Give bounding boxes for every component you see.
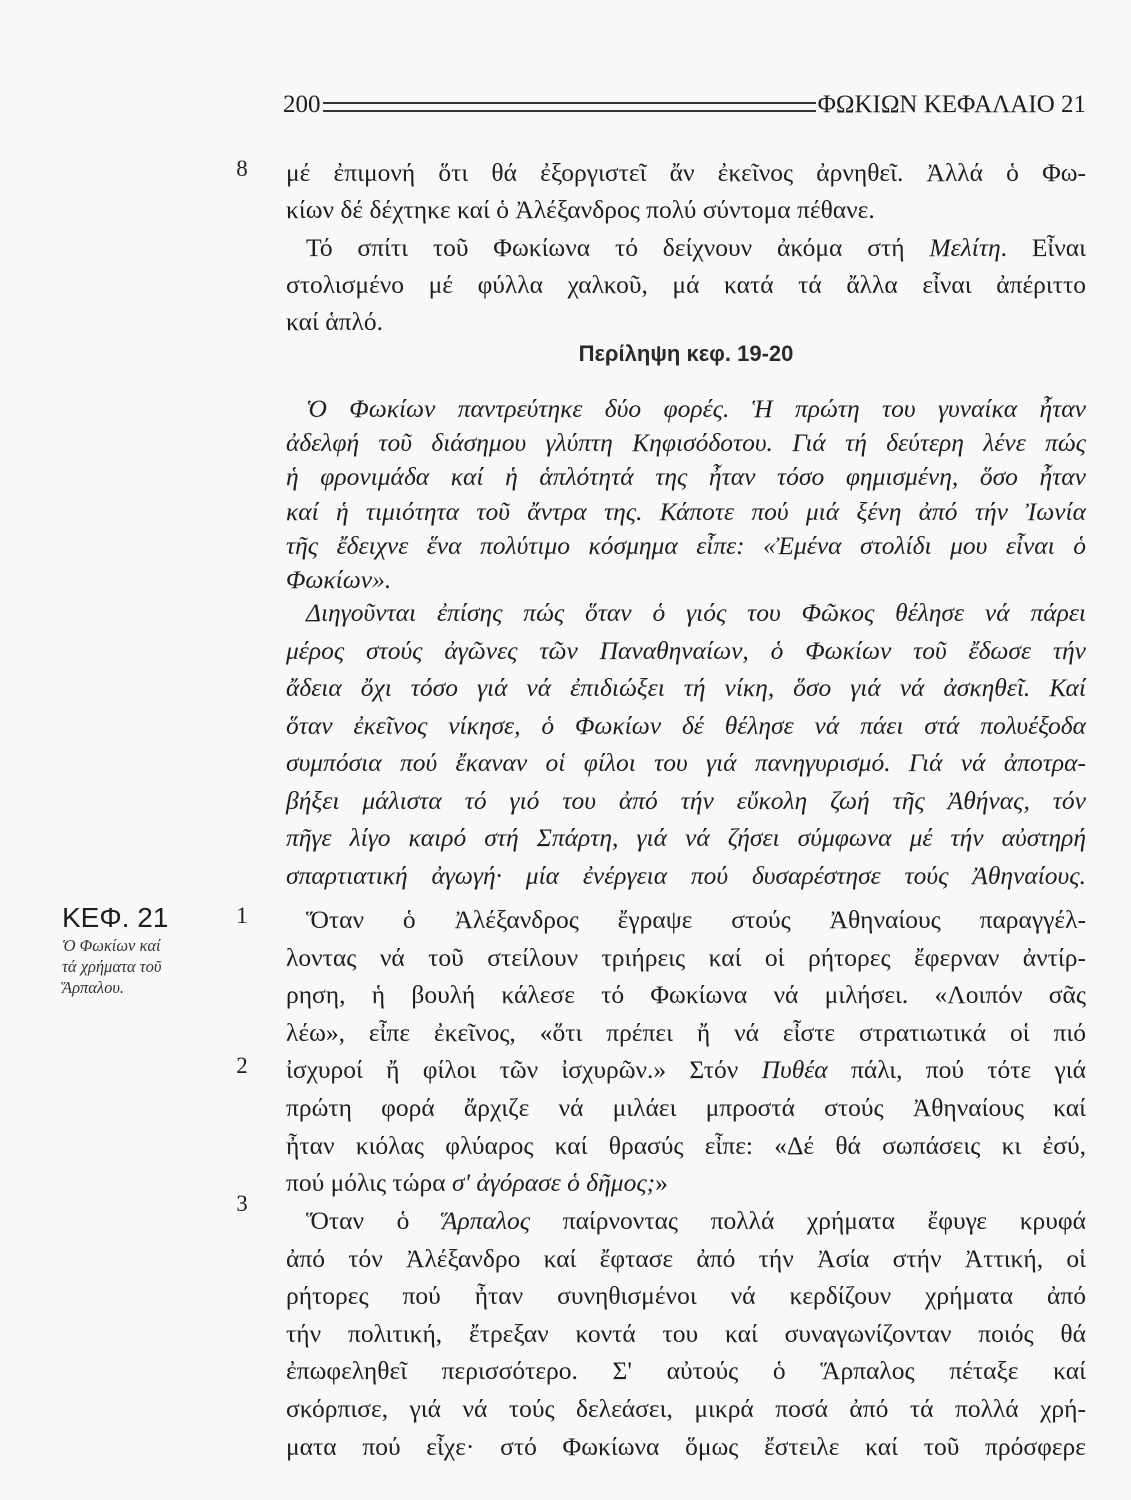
- text-run: Φωκίων».: [286, 564, 392, 594]
- text-run: πού μόλις τώρα: [286, 1168, 452, 1198]
- text-line: [286, 1315, 1086, 1353]
- text-run: ἦταν κιόλας φλύαρος καί θρασύς εἶπε: «Δέ θά σωπάσεις κι ἐσύ,: [286, 1130, 1086, 1160]
- text-run: κίων δέ δέχτηκε καί ὁ Ἀλέξανδρος πολύ σύντομα πέθανε.: [286, 195, 875, 225]
- running-header: [283, 88, 1086, 122]
- text-run: ὅταν ἐκεῖνος νίκησε, ὁ Φωκίων δέ θέλησε νά πάει στά πολυέξοδα: [286, 710, 1086, 740]
- text-line: [286, 1240, 1086, 1278]
- text-line: [286, 154, 1086, 191]
- text-run: τῆς ἔδειχνε ἕνα πολύτιμο κόσμημα εἶπε: «Ἐμένα στολίδι μου εἶναι ὁ: [286, 530, 1086, 560]
- text-run: »: [655, 1168, 668, 1198]
- text-run: Τό σπίτι τοῦ Φωκίωνα τό δείχνουν ἀκόμα στή: [306, 232, 930, 262]
- text-run: Ὁ Φωκίων παντρεύτηκε δύο φορές. Ἡ πρώτη του γυναίκα ἦταν: [306, 394, 1086, 423]
- text-line: [286, 707, 1086, 745]
- text-run: λέω», εἶπε ἐκεῖνος, «ὅτι πρέπει ἤ νά εἶστε στρατιωτικά οἱ πιό: [286, 1017, 1086, 1047]
- text-run: ρηση, ἡ βουλή κάλεσε τό Φωκίωνα νά μιλήσει. «Λοιπόν σᾶς: [286, 980, 1086, 1010]
- text-line: [286, 426, 1086, 460]
- text-run: μέ ἐπιμονή ὅτι θά ἐξοργιστεῖ ἄν ἐκεῖνος ἀρνηθεῖ. Ἀλλά ὁ Φω-: [286, 158, 1086, 187]
- text-line: [286, 529, 1086, 563]
- text-run: ρήτορες πού ἦταν συνηθισμένοι νά κερδίζουν χρήματα ἀπό: [286, 1281, 1086, 1311]
- text-line: [286, 819, 1086, 857]
- summary-paragraph-2: [286, 594, 1086, 894]
- text-line: [286, 1428, 1086, 1466]
- text-run: μέρος στούς ἀγῶνες τῶν Παναθηναίων, ὁ Φωκίων τοῦ ἔδωσε τήν: [286, 635, 1086, 665]
- text-run: ἄδεια ὄχι τόσο γιά νά ἐπιδιώξει τή νίκη, ὅσο γιά νά ἀσκηθεῖ. Καί: [286, 673, 1086, 702]
- text-run: ἐπωφεληθεῖ περισσότερο. Σ' αὐτούς ὁ Ἅρπαλος πέταξε καί: [286, 1356, 1086, 1386]
- text-run: βήξει μάλιστα τό γιό του ἀπό τήν εὔκολη ζωή τῆς Ἀθήνας, τόν: [286, 785, 1086, 815]
- text-run: τήν πολιτική, ἔτρεξαν κοντά του καί συναγωνίζονταν ποιός θά: [286, 1318, 1086, 1348]
- text-run: Ὅταν ὁ Ἀλέξανδρος ἔγραψε στούς Ἀθηναίους παραγγέλ-: [306, 905, 1086, 934]
- page-number: 200: [283, 91, 321, 118]
- line-number: 1: [236, 903, 248, 928]
- text-line: [286, 460, 1086, 494]
- text-line: [286, 1127, 1086, 1165]
- text-line: [286, 392, 1086, 426]
- text-run: πάλι, πού τότε γιά: [827, 1055, 1086, 1085]
- header-double-rule: [323, 102, 816, 112]
- text-line: [286, 1014, 1086, 1052]
- text-line: [286, 266, 1086, 303]
- summary-paragraph-1: [286, 392, 1086, 597]
- text-line: [286, 1164, 1086, 1202]
- text-run: ἀπό τόν Ἀλέξανδρο καί ἔφτασε ἀπό τήν Ἀσία στήν Ἀττική, οἱ: [286, 1243, 1086, 1273]
- chapter-subtitle-line: τά χρήματα τοῦ: [62, 957, 162, 976]
- text-run: ἰσχυροί ἤ φίλοι τῶν ἰσχυρῶν.» Στόν: [286, 1055, 762, 1085]
- text-run: παίρνοντας πολλά χρήματα ἔφυγε κρυφά: [530, 1206, 1086, 1235]
- text-line: [286, 782, 1086, 820]
- line-number: 8: [236, 156, 248, 181]
- chapter-subtitle-line: Ὁ Φωκίων καί: [62, 936, 161, 955]
- chapter-subtitle: [62, 935, 161, 998]
- italic-text-run: σ' ἀγόρασε ὁ δῆμος;: [451, 1168, 656, 1198]
- text-line: [286, 594, 1086, 632]
- text-run: συμπόσια πού ἔκαναν οἱ φίλοι του γιά πανηγυρισμό. Γιά νά ἀποτρα-: [286, 748, 1086, 777]
- line-number: 3: [236, 1191, 248, 1216]
- text-line: [286, 1202, 1086, 1240]
- text-line: [286, 1051, 1086, 1089]
- chapter-21-paragraph-3: [286, 1202, 1086, 1465]
- chapter-subtitle-line: Ἅρπαλου.: [62, 978, 125, 997]
- running-title: ΦΩΚΙΩΝ ΚΕΦΑΛΑΙΟ 21: [817, 91, 1086, 118]
- text-line: [286, 495, 1086, 529]
- text-line: [286, 229, 1086, 266]
- text-line: [286, 1089, 1086, 1127]
- text-run: λοντας νά τοῦ στείλουν τριήρεις καί οἱ ρήτορες ἔφερναν ἀντίρ-: [286, 942, 1086, 972]
- text-line: [286, 744, 1086, 782]
- text-line: [286, 1277, 1086, 1315]
- text-run: καί ἁπλό.: [286, 307, 383, 337]
- text-line: [286, 857, 1086, 895]
- italic-text-run: Πυθέα: [761, 1055, 828, 1085]
- text-line: [286, 632, 1086, 670]
- chapter-21-paragraph-1: [286, 901, 1086, 1202]
- text-run: ματα πού εἶχε· στό Φωκίωνα ὅμως ἔστειλε καί τοῦ πρόσφερε: [286, 1431, 1086, 1461]
- text-line: [286, 1352, 1086, 1390]
- text-run: σκόρπισε, γιά νά τούς δελεάσει, μικρά ποσά ἀπό τά πολλά χρή-: [286, 1393, 1086, 1423]
- text-line: [286, 976, 1086, 1014]
- text-run: ἀδελφή τοῦ διάσημου γλύπτη Κηφισόδοτου. Γιά τή δεύτερη λένε πώς: [286, 428, 1086, 458]
- text-line: [286, 563, 1086, 597]
- text-line: [286, 669, 1086, 707]
- text-run: σπαρτιατική ἀγωγή· μία ἐνέργεια πού δυσαρέστησε τούς Ἀθηναίους.: [286, 860, 1086, 890]
- text-run: Ὅταν ὁ: [306, 1206, 442, 1235]
- text-run: ἡ φρονιμάδα καί ἡ ἁπλότητά της ἦταν τόσο φημισμένη, ὅσο ἦταν: [286, 462, 1086, 492]
- text-line: [286, 303, 1086, 340]
- text-run: καί ἡ τιμιότητα τοῦ ἄντρα της. Κάποτε πού μιά ξένη ἀπό τήν Ἰωνία: [286, 496, 1086, 526]
- text-line: [286, 939, 1086, 977]
- italic-text-run: Μελίτη: [929, 232, 1001, 262]
- summary-heading: Περίληψη κεφ. 19-20: [578, 341, 794, 366]
- text-run: στολισμένο μέ φύλλα χαλκοῦ, μά κατά τά ἄλλα εἶναι ἀπέριττο: [286, 269, 1086, 299]
- text-line: [286, 901, 1086, 939]
- paragraph-8: [286, 154, 1086, 340]
- chapter-label: ΚΕΦ. 21: [62, 902, 169, 933]
- line-number: 2: [236, 1053, 248, 1078]
- text-run: . Εἶναι: [1000, 232, 1087, 262]
- text-run: Διηγοῦνται ἐπίσης πώς ὅταν ὁ γιός του Φῶκος θέλησε νά πάρει: [306, 598, 1086, 627]
- italic-text-run: Ἅρπαλος: [441, 1206, 531, 1235]
- text-run: πρώτη φορά ἄρχιζε νά μιλάει μπροστά στούς Ἀθηναίους καί: [286, 1092, 1086, 1122]
- text-run: πῆγε λίγο καιρό στή Σπάρτη, γιά νά ζήσει σύμφωνα μέ τήν αὐστηρή: [286, 823, 1086, 852]
- text-line: [286, 1390, 1086, 1428]
- text-line: [286, 191, 1086, 228]
